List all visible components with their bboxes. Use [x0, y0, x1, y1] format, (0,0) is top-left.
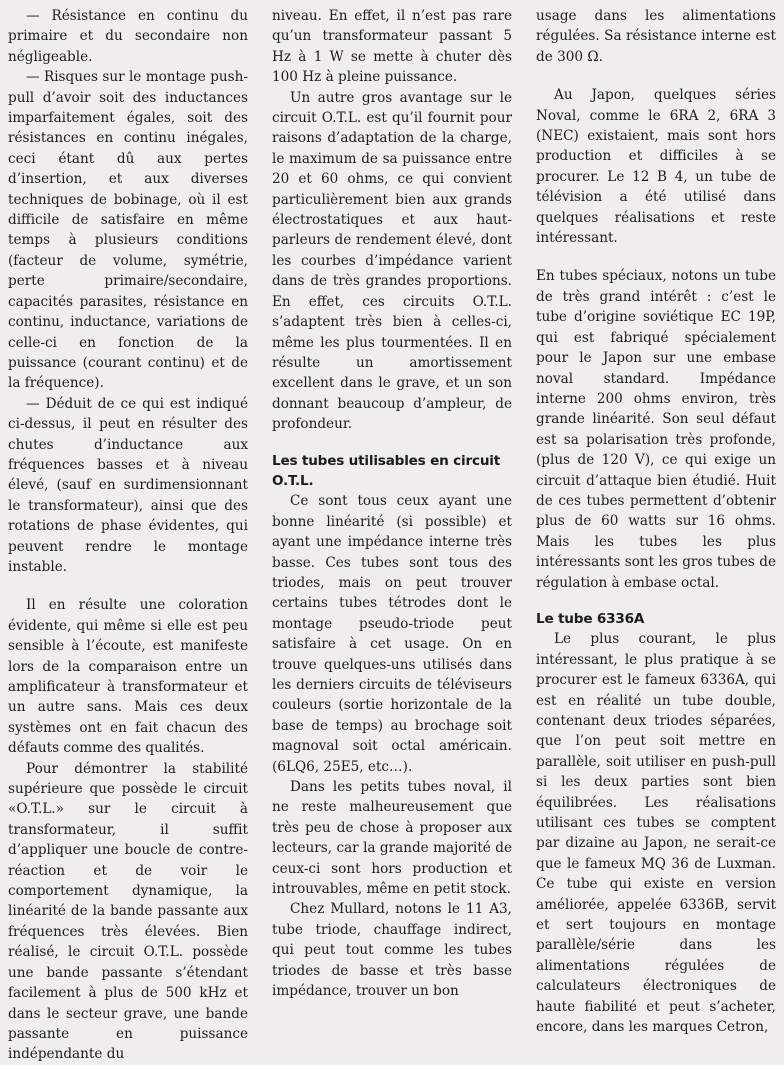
paragraph: usage dans les alimentations régulées. Sa résistance interne est de 300 Ω. — [536, 8, 776, 65]
paragraph: Dans les petits tubes noval, il ne reste malheureusement que très peu de chose à proposer aux lecteurs, car la grande majorité de ceux-ci sont hors production et introuvables, même en petit stock. — [272, 779, 512, 898]
section-heading: Le tube 6336A — [536, 610, 645, 627]
paragraph: Ce sont tous ceux ayant une bonne linéarité (si possible) et ayant une impédance interne très basse. Ces tubes sont tous des triodes, mais on peut trouver certains tubes tétrodes dont le montage pseudo-triode peut satisfaire à cet usage. On en trouve quelques-uns utilisés dans les derniers circuits de téléviseurs couleurs (sortie horizontale de la base de temps) au brochage soit magnoval soit octal américain. (6LQ6, 25E5, etc…). — [272, 493, 512, 775]
paragraph: Pour démontrer la stabilité supérieure que possède le circuit «O.T.L.» sur le circuit à transformateur, il suffit d’appliquer une boucle de contre-réaction et de voir le comportement dynamique, la linéarité de la bande passante aux fréquences très élevées. Bien réalisé, le circuit O.T.L. possède une bande passante s’étendant facilement à plus de 500 kHz et dans le secteur grave, une bande passante en puissance indépendante du — [8, 760, 248, 1063]
text-column-2 — [272, 6, 512, 1053]
section-heading: Les tubes utilisables en circuit O.T.L. — [272, 452, 501, 489]
paragraph: Chez Mullard, notons le 11 A3, tube triode, chauffage indirect, qui peut tout comme les tubes triodes de basse et très basse impédance, trouver un bon — [272, 901, 512, 1000]
text-column-3 — [536, 6, 776, 1053]
paragraph: niveau. En effet, il n’est pas rare qu’un transformateur passant 5 Hz à 1 W se mette à chuter dès 100 Hz à pleine puissance. — [272, 8, 512, 86]
paragraph: — Risques sur le montage push-pull d’avoir soit des inductances imparfaitement égales, soit des résistances en continu inégales, ceci étant dû aux pertes d’insertion, et aux diverses techniques de bobinage, où il est difficile de satisfaire en même temps à plusieurs conditions (facteur de volume, symétrie, perte primaire/secondaire, capacités parasites, résistance en continu, inductance, variations de celle-ci en fonction de la puissance (courant continu) et de la fréquence). — [8, 69, 248, 392]
paragraph: — Déduit de ce qui est indiqué ci-dessus, il peut en résulter des chutes d’inductance aux fréquences basses et à niveau élevé, (sauf en surdimensionnant le transformateur), ainsi que des rotations de phase évidentes, qui peuvent rendre le montage instable. — [8, 395, 248, 575]
text-column-1 — [8, 6, 248, 1063]
paragraph: — Résistance en continu du primaire et du secondaire non négligeable. — [8, 8, 248, 65]
paragraph: En tubes spéciaux, notons un tube de très grand intérêt : c’est le tube d’origine soviétique EC 19P, qui est fabriqué spécialement pour le Japon sur une embase noval standard. Impédance interne 200 ohms environ, très grande linéarité. Son seul défaut est sa polarisation très profonde, (plus de 120 V), ce qui exige un circuit d’attaque bien étudié. Huit de ces tubes permettent d’obtenir plus de 60 watts sur 16 ohms. Mais les tubes les plus intéressants sont les gros tubes de régulation à embase octal. — [536, 268, 776, 591]
paragraph: Il en résulte une coloration évidente, qui même si elle est peu sensible à l’écoute, est manifeste lors de la comparaison entre un amplificateur à transformateur et un autre sans. Mais ces deux systèmes ont en fait chacun des défauts comme des qualités. — [8, 597, 248, 757]
paragraph: Le plus courant, le plus intéressant, le plus pratique à se procurer est le fameux 6336A, qui est en réalité un tube double, contenant deux triodes séparées, que l’on peut soit mettre en parallèle, soit utiliser en push-pull si les deux parties sont bien équilibrées. Les réalisations utilisant ces tubes se comptent par dizaine au Japon, ne serait-ce que le fameux MQ 36 de Luxman. Ce tube qui existe en version améliorée, appelée 6336B, servit et sert toujours en montage parallèle/série dans les alimentations régulées de calculateurs électroniques de haute fiabilité et peut s’acheter, encore, dans les marques Cetron, — [536, 631, 776, 1036]
paragraph: Au Japon, quelques séries Noval, comme le 6RA 2, 6RA 3 (NEC) existaient, mais sont hors production et difficiles à se procurer. Le 12 B 4, un tube de télévision a été utilisé dans quelques réalisations et reste intéressant. — [536, 87, 776, 247]
paragraph: Un autre gros avantage sur le circuit O.T.L. est qu’il fournit pour raisons d’adaptation de la charge, le maximum de sa puissance entre 20 et 60 ohms, ce qui convient particulièrement bien aux grands électrostatiques et aux haut-parleurs de rendement élevé, dont les courbes d’impédance varient dans de très grandes proportions. En effet, ces circuits O.T.L. s’adaptent très bien à celles-ci, même les plus tourmentées. Il en résulte un amortissement excellent dans le grave, et un son donnant beaucoup d’ampleur, de profondeur. — [272, 89, 512, 433]
